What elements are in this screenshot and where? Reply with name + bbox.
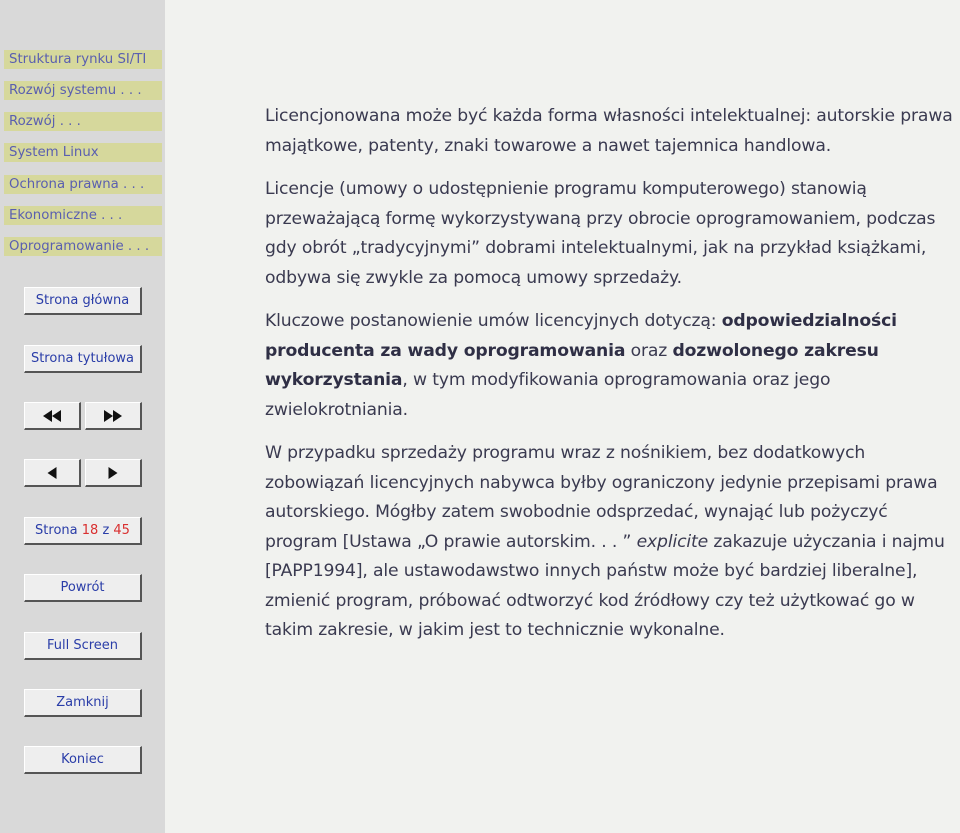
- explicite-term: explicite: [636, 531, 709, 552]
- toc-item-rozwoj[interactable]: Rozwój . . .: [4, 112, 162, 131]
- toc-item-oprogramowanie[interactable]: Oprogramowanie . . .: [4, 237, 162, 256]
- title-page-button[interactable]: Strona tytułowa: [24, 345, 142, 373]
- paragraph-key-provisions: [265, 307, 955, 425]
- last-page-button[interactable]: [85, 402, 142, 430]
- page-indicator-button[interactable]: [24, 517, 142, 545]
- slide-content: [265, 102, 955, 660]
- paragraph-license-definition: Licencje (umowy o udostępnienie programu komputerowego) stanowią przeważającą formę wykorzystywaną przy obrocie oprogramowaniem, podczas gdy obrót „tradycyjnymi” dobrami intelektualnymi, jak na przykład książkami, odbywa się zwykle za pomocą umowy sprzedaży.: [265, 179, 936, 288]
- double-right-arrow-icon: [104, 410, 122, 422]
- toc-item-system-linux[interactable]: System Linux: [4, 143, 162, 162]
- toc-item-ekonomiczne[interactable]: Ekonomiczne . . .: [4, 206, 162, 225]
- toc-item-struktura-rynku[interactable]: Struktura rynku SI/TI: [4, 50, 162, 69]
- toc-item-ochrona-prawna[interactable]: Ochrona prawna . . .: [4, 175, 162, 194]
- page-separator: z: [102, 523, 110, 538]
- key-term-usage-scope: dozwolonego zakresu wykorzystania: [265, 340, 879, 390]
- paragraph-licensing-scope: Licencjonowana może być każda forma własności intelektualnej: autorskie prawa majątkowe, patenty, znaki towarowe a nawet tajemnica handlowa.: [265, 106, 953, 156]
- right-arrow-icon: [109, 467, 118, 479]
- close-button[interactable]: Zamknij: [24, 689, 142, 717]
- back-button[interactable]: Powrót: [24, 574, 142, 602]
- key-provisions-intro: Kluczowe postanowienie umów licencyjnych dotyczą:: [265, 311, 722, 331]
- paragraph-sale-with-medium: [265, 439, 955, 646]
- sale-text-end: zakazuje użyczania i najmu [PAPP1994], ale ustawodawstwo innych państw może być bardziej liberalne], zmienić program, próbować odtworzyć kod źródłowy czy też użytkować go w takim zakresie, w jakim jest to technicznie wykonalne.: [265, 531, 945, 640]
- sale-text-start: W przypadku sprzedaży programu wraz z nośnikiem, bez dodatkowych zobowiązań licencyjnych nabywca byłby ograniczony jedynie przepisami prawa autorskiego. Mógłby zatem swobodnie odsprzedać, wynająć lub pożyczyć program [Ustawa „O prawie autorskim. . . ”: [265, 443, 938, 552]
- toc-item-rozwoj-systemu[interactable]: Rozwój systemu . . .: [4, 81, 162, 100]
- key-provisions-conjunction: oraz: [625, 340, 673, 361]
- home-page-button[interactable]: Strona główna: [24, 287, 142, 315]
- key-term-liability: odpowiedzialności producenta za wady oprogramowania: [265, 311, 897, 361]
- key-provisions-tail: , w tym modyfikowania oprogramowania oraz jego zwielokrotniania.: [265, 370, 831, 420]
- fullscreen-button[interactable]: Full Screen: [24, 632, 142, 660]
- total-pages-number: 45: [113, 523, 130, 538]
- previous-page-button[interactable]: [24, 459, 81, 487]
- first-page-button[interactable]: [24, 402, 81, 430]
- next-page-button[interactable]: [85, 459, 142, 487]
- navigation-sidebar: [0, 0, 165, 833]
- quit-button[interactable]: Koniec: [24, 746, 142, 774]
- page-label: Strona: [35, 523, 78, 538]
- double-left-arrow-icon: [43, 410, 61, 422]
- left-arrow-icon: [48, 467, 57, 479]
- current-page-number: 18: [81, 523, 99, 538]
